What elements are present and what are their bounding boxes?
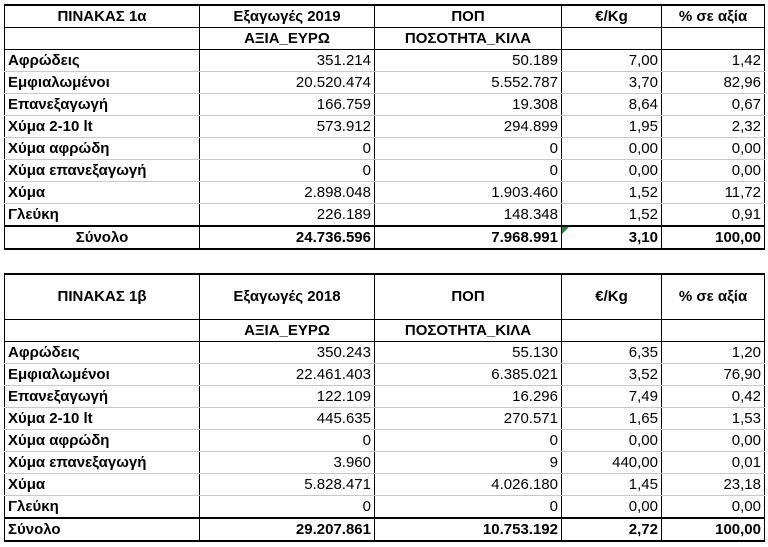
row-label: Εμφιαλωμένοι — [5, 364, 200, 386]
total-value-euro: 24.736.596 — [200, 226, 375, 249]
header-table-title: ΠΙΝΑΚΑΣ 1α — [5, 5, 200, 28]
cell-value-euro: 226.189 — [200, 204, 375, 227]
table-row — [5, 496, 765, 519]
subheader-empty — [662, 320, 765, 342]
table-row — [5, 138, 765, 160]
table-row — [5, 342, 765, 364]
cell-quantity-kg: 270.571 — [375, 408, 562, 430]
cell-value-euro: 0 — [200, 160, 375, 182]
cell-price-per-kg: 3,52 — [562, 364, 662, 386]
row-label: Χύμα αφρώδη — [5, 138, 200, 160]
table-row — [5, 182, 765, 204]
cell-quantity-kg: 0 — [375, 430, 562, 452]
row-label: Χύμα — [5, 182, 200, 204]
row-label: Χύμα — [5, 474, 200, 496]
subheader-quantity-kg: ΠΟΣΟΤΗΤΑ_ΚΙΛΑ — [375, 320, 562, 342]
header-pop: ΠΟΠ — [375, 274, 562, 320]
cell-quantity-kg: 0 — [375, 138, 562, 160]
cell-quantity-kg: 1.903.460 — [375, 182, 562, 204]
cell-price-per-kg: 1,95 — [562, 116, 662, 138]
cell-quantity-kg: 4.026.180 — [375, 474, 562, 496]
cell-value-share: 0,67 — [662, 94, 765, 116]
table-subheader-row — [5, 28, 765, 50]
table-row — [5, 204, 765, 227]
header-price-per-kg: €/Kg — [562, 274, 662, 320]
row-label: Χύμα 2-10 lt — [5, 116, 200, 138]
table-row — [5, 430, 765, 452]
row-label: Χύμα επανεξαγωγή — [5, 452, 200, 474]
header-exports-year: Εξαγωγές 2019 — [200, 5, 375, 28]
cell-price-per-kg: 0,00 — [562, 430, 662, 452]
cell-price-per-kg: 1,52 — [562, 182, 662, 204]
cell-quantity-kg: 55.130 — [375, 342, 562, 364]
table-row — [5, 94, 765, 116]
cell-value-share: 0,00 — [662, 160, 765, 182]
cell-value-share: 23,18 — [662, 474, 765, 496]
subheader-quantity-kg: ΠΟΣΟΤΗΤΑ_ΚΙΛΑ — [375, 28, 562, 50]
table-header-row — [5, 274, 765, 320]
cell-price-per-kg: 6,35 — [562, 342, 662, 364]
cell-price-per-kg: 440,00 — [562, 452, 662, 474]
header-table-title: ΠΙΝΑΚΑΣ 1β — [5, 274, 200, 320]
cell-value-share: 76,90 — [662, 364, 765, 386]
cell-price-per-kg: 3,70 — [562, 72, 662, 94]
cell-quantity-kg: 0 — [375, 160, 562, 182]
cell-price-per-kg: 0,00 — [562, 496, 662, 519]
header-price-per-kg: €/Kg — [562, 5, 662, 28]
subheader-empty — [562, 28, 662, 50]
cell-quantity-kg: 19.308 — [375, 94, 562, 116]
total-quantity-kg: 10.753.192 — [375, 518, 562, 541]
cell-value-euro: 122.109 — [200, 386, 375, 408]
header-value-share: % σε αξία — [662, 274, 765, 320]
cell-value-euro: 166.759 — [200, 94, 375, 116]
row-label: Γλεύκη — [5, 496, 200, 519]
table-row — [5, 160, 765, 182]
row-label: Επανεξαγωγή — [5, 386, 200, 408]
cell-price-per-kg: 7,49 — [562, 386, 662, 408]
cell-quantity-kg: 0 — [375, 496, 562, 519]
cell-price-per-kg: 1,65 — [562, 408, 662, 430]
cell-value-euro: 3.960 — [200, 452, 375, 474]
table-1b — [4, 273, 765, 542]
cell-value-euro: 0 — [200, 138, 375, 160]
total-value-share: 100,00 — [662, 518, 765, 541]
cell-value-share: 0,42 — [662, 386, 765, 408]
table-1a — [4, 4, 765, 250]
row-label: Χύμα επανεξαγωγή — [5, 160, 200, 182]
cell-value-share: 0,00 — [662, 138, 765, 160]
row-label: Χύμα 2-10 lt — [5, 408, 200, 430]
cell-value-euro: 350.243 — [200, 342, 375, 364]
table-row — [5, 386, 765, 408]
cell-value-share: 0,00 — [662, 496, 765, 519]
cell-value-euro: 445.635 — [200, 408, 375, 430]
subheader-value-euro: ΑΞΙΑ_ΕΥΡΩ — [200, 320, 375, 342]
total-value-euro: 29.207.861 — [200, 518, 375, 541]
table-row — [5, 116, 765, 138]
cell-quantity-kg: 6.385.021 — [375, 364, 562, 386]
cell-quantity-kg: 9 — [375, 452, 562, 474]
cell-quantity-kg: 148.348 — [375, 204, 562, 227]
total-row — [5, 226, 765, 249]
row-label: Χύμα αφρώδη — [5, 430, 200, 452]
cell-value-euro: 0 — [200, 430, 375, 452]
cell-value-share: 1,53 — [662, 408, 765, 430]
total-value-share: 100,00 — [662, 226, 765, 249]
cell-value-share: 1,20 — [662, 342, 765, 364]
cell-price-per-kg: 0,00 — [562, 160, 662, 182]
cell-quantity-kg: 16.296 — [375, 386, 562, 408]
table-row — [5, 474, 765, 496]
row-label: Αφρώδεις — [5, 50, 200, 72]
cell-value-euro: 573.912 — [200, 116, 375, 138]
table-row — [5, 50, 765, 72]
row-label: Γλεύκη — [5, 204, 200, 227]
table-row — [5, 72, 765, 94]
cell-value-share: 0,01 — [662, 452, 765, 474]
cell-value-share: 2,32 — [662, 116, 765, 138]
total-price-per-kg: 3,10 — [562, 226, 662, 249]
row-label: Επανεξαγωγή — [5, 94, 200, 116]
total-row — [5, 518, 765, 541]
subheader-empty — [662, 28, 765, 50]
cell-price-per-kg: 1,45 — [562, 474, 662, 496]
header-exports-year: Εξαγωγές 2018 — [200, 274, 375, 320]
total-quantity-kg: 7.968.991 — [375, 226, 562, 249]
cell-value-euro: 2.898.048 — [200, 182, 375, 204]
subheader-value-euro: ΑΞΙΑ_ΕΥΡΩ — [200, 28, 375, 50]
cell-value-euro: 351.214 — [200, 50, 375, 72]
cell-value-euro: 0 — [200, 496, 375, 519]
cell-value-share: 0,91 — [662, 204, 765, 227]
cell-value-share: 82,96 — [662, 72, 765, 94]
table-row — [5, 408, 765, 430]
cell-quantity-kg: 294.899 — [375, 116, 562, 138]
subheader-empty — [5, 320, 200, 342]
header-pop: ΠΟΠ — [375, 5, 562, 28]
subheader-empty — [5, 28, 200, 50]
cell-price-per-kg: 8,64 — [562, 94, 662, 116]
subheader-empty — [562, 320, 662, 342]
cell-price-per-kg: 0,00 — [562, 138, 662, 160]
table-row — [5, 452, 765, 474]
cell-price-per-kg: 7,00 — [562, 50, 662, 72]
header-value-share: % σε αξία — [662, 5, 765, 28]
cell-value-share: 1,42 — [662, 50, 765, 72]
table-subheader-row — [5, 320, 765, 342]
cell-quantity-kg: 5.552.787 — [375, 72, 562, 94]
cell-value-euro: 5.828.471 — [200, 474, 375, 496]
cell-value-euro: 22.461.403 — [200, 364, 375, 386]
total-label: Σύνολο — [5, 518, 200, 541]
row-label: Αφρώδεις — [5, 342, 200, 364]
total-price-per-kg: 2,72 — [562, 518, 662, 541]
table-header-row — [5, 5, 765, 28]
table-row — [5, 364, 765, 386]
cell-value-share: 11,72 — [662, 182, 765, 204]
cell-quantity-kg: 50.189 — [375, 50, 562, 72]
cell-value-share: 0,00 — [662, 430, 765, 452]
cell-value-euro: 20.520.474 — [200, 72, 375, 94]
row-label: Εμφιαλωμένοι — [5, 72, 200, 94]
total-label: Σύνολο — [5, 226, 200, 249]
cell-price-per-kg: 1,52 — [562, 204, 662, 227]
